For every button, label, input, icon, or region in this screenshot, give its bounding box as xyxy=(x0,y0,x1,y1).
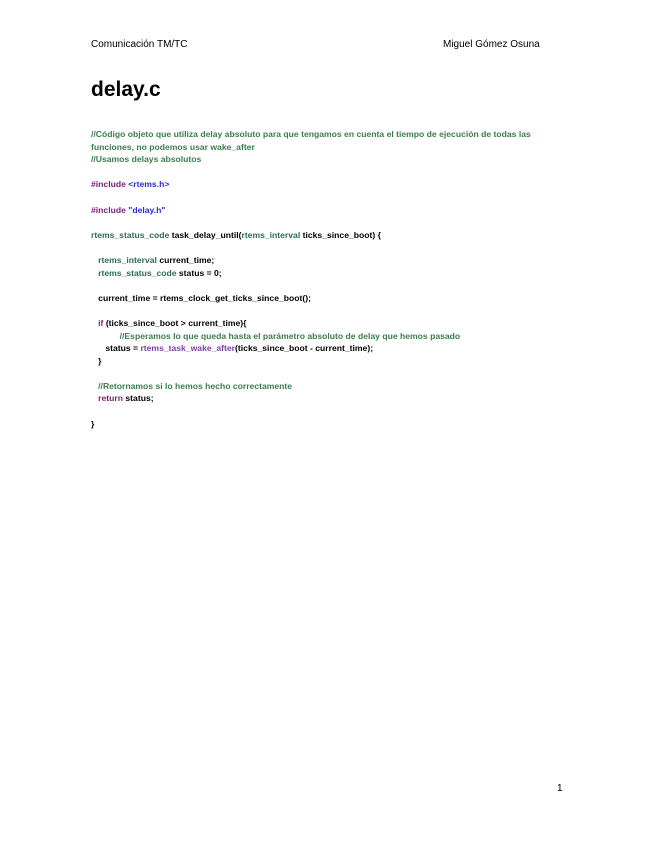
return-keyword: return xyxy=(98,393,124,404)
function-signature xyxy=(91,229,571,242)
comment-line-3 xyxy=(91,330,571,343)
blank-line xyxy=(91,191,571,204)
blank-line xyxy=(91,405,571,418)
assignment-line xyxy=(91,292,571,305)
close-brace: } xyxy=(98,355,102,366)
page-number: 1 xyxy=(557,783,563,794)
close-if-line xyxy=(91,355,571,368)
blank-line xyxy=(91,216,571,229)
if-line xyxy=(91,317,571,330)
comment-line-2: //Usamos delays absolutos xyxy=(91,154,202,165)
param-name: ticks_since_boot) { xyxy=(302,229,381,240)
blank-line xyxy=(91,304,571,317)
include-line-2 xyxy=(91,204,571,217)
param-type: rtems_interval xyxy=(241,229,301,240)
blank-line xyxy=(91,241,571,254)
include-file: "delay.h" xyxy=(128,204,166,215)
wake-after-call: rtems_task_wake_after xyxy=(140,343,236,354)
declaration-type: rtems_status_code xyxy=(98,267,177,278)
document-title: delay.c xyxy=(91,78,161,101)
close-function-line xyxy=(91,418,571,431)
return-type: rtems_status_code xyxy=(91,229,170,240)
include-file: <rtems.h> xyxy=(128,179,170,190)
if-keyword: if xyxy=(98,317,104,328)
return-value: status; xyxy=(125,393,154,404)
assignment-text: current_time = rtems_clock_get_ticks_since_boot(); xyxy=(98,292,311,303)
status-args: (ticks_since_boot - current_time); xyxy=(235,343,374,354)
include-line-1 xyxy=(91,178,571,191)
header-right: Miguel Gómez Osuna xyxy=(443,39,540,50)
declaration-line-2 xyxy=(91,267,571,280)
return-line xyxy=(91,392,571,405)
declaration-line-1 xyxy=(91,254,571,267)
declaration-rest: current_time; xyxy=(159,254,215,265)
header-left: Comunicación TM/TC xyxy=(91,39,188,50)
include-keyword: #include xyxy=(91,204,126,215)
blank-line xyxy=(91,166,571,179)
blank-line xyxy=(91,279,571,292)
function-name: task_delay_until( xyxy=(171,229,242,240)
include-keyword: #include xyxy=(91,179,126,190)
close-brace: } xyxy=(91,418,95,429)
status-line xyxy=(91,342,571,355)
if-condition: (ticks_since_boot > current_time){ xyxy=(105,317,247,328)
comment-line-4 xyxy=(91,380,571,393)
blank-line xyxy=(91,367,571,380)
code-block xyxy=(91,128,571,430)
declaration-rest: status = 0; xyxy=(178,267,222,278)
comment-text: //Retornamos si lo hemos hecho correctamente xyxy=(98,380,293,391)
comment-line-1: //Código objeto que utiliza delay absoluto para que tengamos en cuenta el tiempo de ejecución de todas las funciones, no podemos usar wake_after xyxy=(91,129,531,152)
declaration-type: rtems_interval xyxy=(98,254,157,265)
status-lhs: status = xyxy=(105,343,141,354)
comment-text: //Esperamos lo que queda hasta el parámetro absoluto de delay que hemos pasado xyxy=(119,330,461,341)
